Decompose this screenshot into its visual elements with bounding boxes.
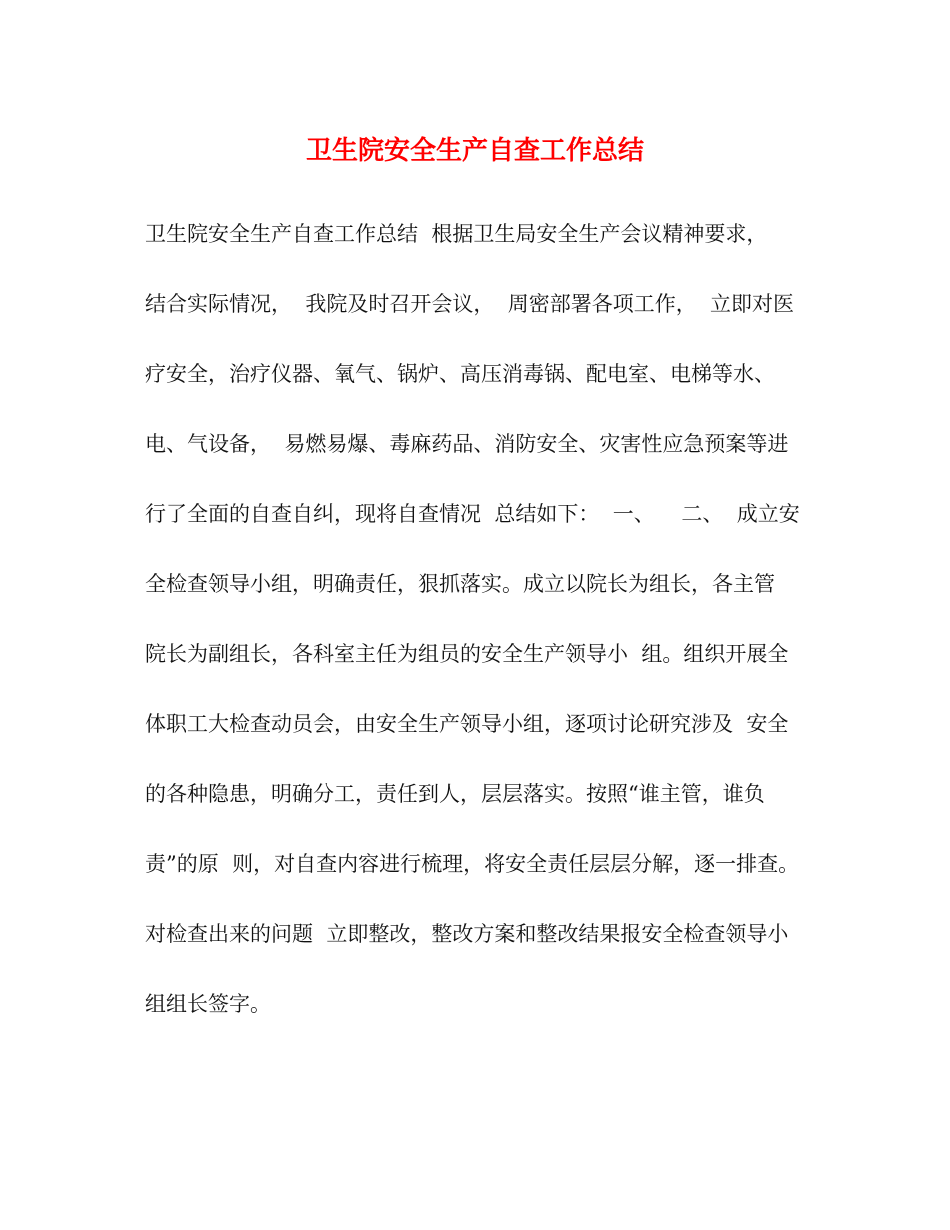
body-line: 疗安全，治疗仪器、氧气、锅炉、高压消毒锅、配电室、电梯等水、 — [145, 362, 775, 386]
body-line: 对检查出来的问题 立即整改，整改方案和整改结果报安全检查领导小 — [145, 922, 789, 946]
body-line: 院长为副组长，各科室主任为组员的安全生产领导小 组。组织开展全 — [145, 642, 789, 666]
body-line: 责”的原 则，对自查内容进行梳理，将安全责任层层分解，逐一排查。 — [145, 852, 800, 876]
body-line: 组组长签字。 — [145, 992, 271, 1016]
body-line: 行了全面的自查自纠，现将自查情况 总结如下： 一、 二、 成立安 — [145, 502, 800, 526]
document-body — [145, 214, 845, 1054]
body-line: 结合实际情况， 我院及时召开会议， 周密部署各项工作， 立即对医 — [145, 292, 795, 316]
document-title: 卫生院安全生产自查工作总结 — [305, 136, 644, 166]
body-line: 卫生院安全生产自查工作总结 根据卫生局安全生产会议精神要求， — [145, 222, 768, 246]
body-line: 全检查领导小组，明确责任，狠抓落实。成立以院长为组长，各主管 — [145, 572, 775, 596]
body-line: 体职工大检查动员会，由安全生产领导小组，逐项讨论研究涉及 安全 — [145, 712, 789, 736]
body-line: 的各种隐患，明确分工，责任到人，层层落实。按照“谁主管，谁负 — [145, 782, 765, 806]
body-line: 电、气设备， 易燃易爆、毒麻药品、消防安全、灾害性应急预案等进 — [145, 432, 789, 456]
